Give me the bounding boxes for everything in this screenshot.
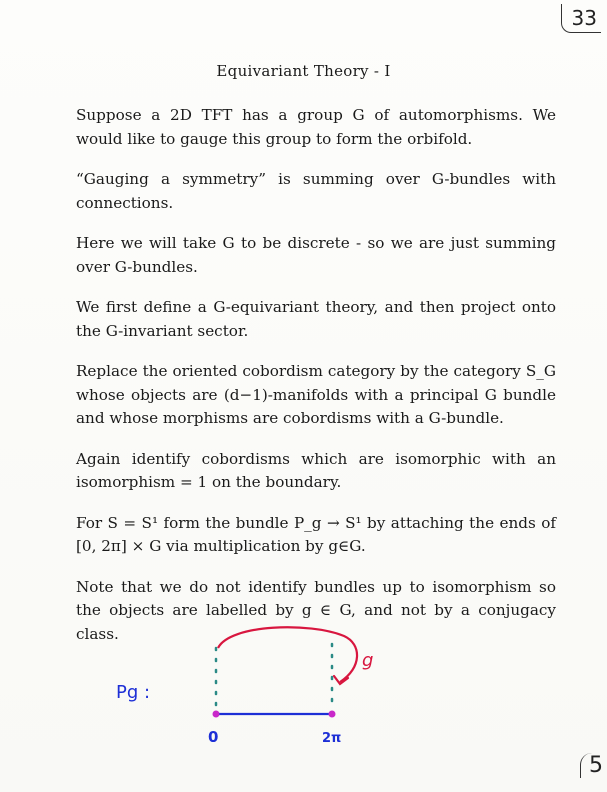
- page-number-bottom: 5: [580, 753, 603, 778]
- arrow-label-g: g: [362, 650, 374, 671]
- paragraph-3: Here we will take G to be discrete - so we are just summing over G-bundles.: [76, 234, 556, 276]
- left-endpoint-dot: [213, 711, 220, 718]
- endpoint-label-0: 0: [208, 728, 219, 746]
- gluing-arrow: [218, 627, 357, 682]
- bundle-diagram: [100, 618, 400, 758]
- paragraph-4: We first define a G-equivariant theory, and then project onto the G-invariant sector.: [76, 298, 556, 340]
- paragraph-8: Note that we do not identify bundles up to isomorphism so the objects are labelled by g ∈ G, and not by a conjugacy class.: [76, 577, 556, 643]
- notes-body: [76, 104, 556, 663]
- paragraph-7: For S = S¹ form the bundle P_g → S¹ by attaching the ends of [0, 2π] × G via multiplication by g∈G.: [76, 513, 556, 555]
- paragraph-6: Again identify cobordisms which are isomorphic with an isomorphism = 1 on the boundary.: [76, 449, 556, 491]
- right-endpoint-dot: [329, 711, 336, 718]
- bundle-label: Pg :: [116, 682, 151, 703]
- paragraph-5: Replace the oriented cobordism category by the category S_G whose objects are (d−1)-manifolds with a principal G bundle and whose morphisms are cobordisms with a G-bundle.: [76, 362, 556, 427]
- paragraph-1: Suppose a 2D TFT has a group G of automorphisms. We would like to gauge this group to form the orbifold.: [76, 106, 556, 148]
- endpoint-label-2pi: 2π: [322, 731, 342, 746]
- page-number-top: 33: [561, 4, 601, 33]
- page-title: Equivariant Theory - I: [216, 62, 391, 80]
- bundle-diagram-svg: [100, 618, 400, 758]
- paragraph-2: “Gauging a symmetry” is summing over G-bundles with connections.: [76, 170, 556, 212]
